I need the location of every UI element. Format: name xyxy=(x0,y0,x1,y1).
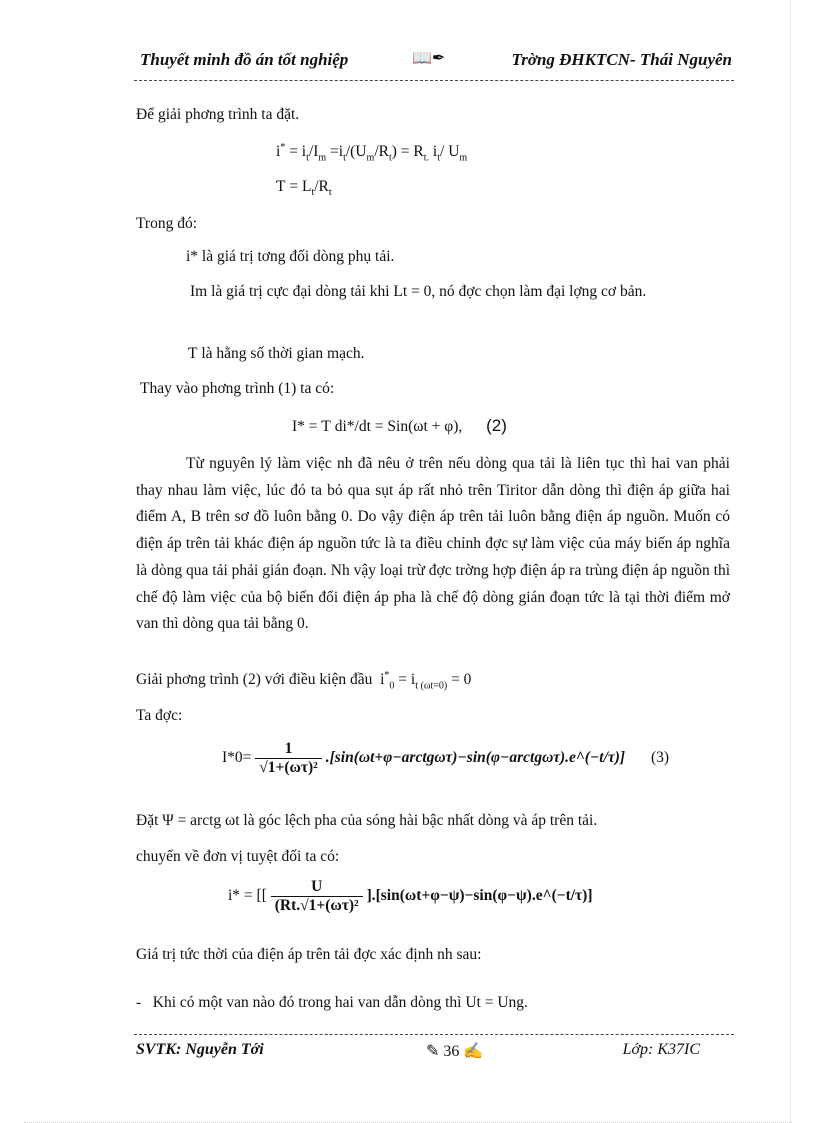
paragraph-instant-value: Giá trị tức thời của điện áp trên tải đợc xác định nh sau: xyxy=(136,946,482,963)
header-right-title: Trờng ĐHKTCN- Thái Nguyên xyxy=(511,50,732,69)
label-trong-do: Trong đó: xyxy=(136,215,198,232)
bullet-item: - Khi có một van nào đó trong hai van dẫn dòng thì Ut = Ung. xyxy=(136,994,528,1011)
paragraph-dat-psi: Đặt Ψ = arctg ωt là góc lệch pha của sóng hài bậc nhất dòng và áp trên tải. xyxy=(136,812,598,829)
equation-4-fraction: $\frac{1}{\text{√1+(ωτ)²}}$ xyxy=(255,740,322,777)
footer-class: Lớp: K37IC xyxy=(622,1041,700,1058)
equation-3: I* = Ƭ di*/dt = Sin(ωt + φ), (2) xyxy=(292,416,507,435)
definition-tau: Ƭ là hằng số thời gian mạch. xyxy=(188,345,365,362)
paragraph-principle: Từ nguyên lý làm việc nh đã nêu ở trên nếu dòng qua tải là liên tục thì hai van phải thay nhau làm việc, lúc đó ta bỏ qua sụt áp rất nhỏ trên Tiritor dẫn dòng thì điện áp giữa hai điểm A, B trên sơ đồ luôn bằng 0. Do vậy điện áp trên tải luôn bằng điện áp nguồn. Muốn có điện áp trên tải khác điện áp nguồn tức là ta điều chỉnh đợc sự làm việc của máy biến áp nghĩa là dòng qua tải phải gián đoạn. Nh vậy loại trừ đợc trờng hợp điện áp ra trùng điện áp nguồn thì chế độ làm việc của bộ biến đổi điện áp pha là chế độ dòng gián đoạn tức là tại thời điểm mở van thì dòng qua tải bằng 0. xyxy=(136,455,730,633)
equation-3-tag: (2) xyxy=(486,416,507,435)
equation-5-fraction: $\frac{U}{\text{(Rt.√1+(ωτ)²}}$ xyxy=(271,878,363,915)
page-right-border xyxy=(790,0,791,1123)
equation-2: Ƭ = $L_t/R_t$ xyxy=(276,178,332,199)
equation-4: I*0= $\frac{1}{\text{√1+(ωτ)²}}$ .[sin(ωt+φ−arctgωτ)−sin(φ−arctgωτ).e^(−t/τ)] (3) xyxy=(222,740,670,776)
equation-5: i* = [[ $\frac{U}{\text{(Rt.√1+(ωτ)²}}$ ].[sin(ωt+φ−ψ)−sin(φ−ψ).e^(−t/τ)] xyxy=(228,878,593,914)
equation-4-tag: (3) xyxy=(650,749,670,767)
paragraph-substitute: Thay vào phơng trình (1) ta có: xyxy=(140,380,335,397)
paragraph-convert: chuyển về đơn vị tuyệt đối ta có: xyxy=(136,848,340,865)
footer-rule xyxy=(134,1034,734,1035)
label-ta-duoc: Ta đợc: xyxy=(136,707,183,724)
footer-page-number: ✎ 36 ✍ xyxy=(426,1043,484,1060)
paragraph-solve: Giải phơng trình (2) với điều kiện đầu $i^*_0 = i_{t (\omega t=0)} = 0$ xyxy=(136,670,472,692)
paragraph-intro: Để giải phơng trình ta đặt. xyxy=(136,106,300,123)
header-left-title: Thuyết minh đồ án tốt nghiệp xyxy=(140,50,349,69)
book-pen-icon: 📖✒ xyxy=(412,50,446,67)
header-rule xyxy=(134,80,734,81)
bullet-dash-icon: - xyxy=(136,994,142,1011)
definition-i-star: i* là giá trị tơng đối dòng phụ tải. xyxy=(186,248,395,265)
footer-author: SVTK: Nguyễn Tới xyxy=(136,1041,264,1058)
equation-1: $i^* = i_t/I_m =i_t/(U_m/R_t) = R_{t.}$ $i_t/$ $U_m$ xyxy=(276,142,468,164)
page-header xyxy=(140,50,732,76)
definition-im: Im là giá trị cực đại dòng tải khi Lt = 0, nó đợc chọn làm đại lợng cơ bản. xyxy=(190,283,647,300)
